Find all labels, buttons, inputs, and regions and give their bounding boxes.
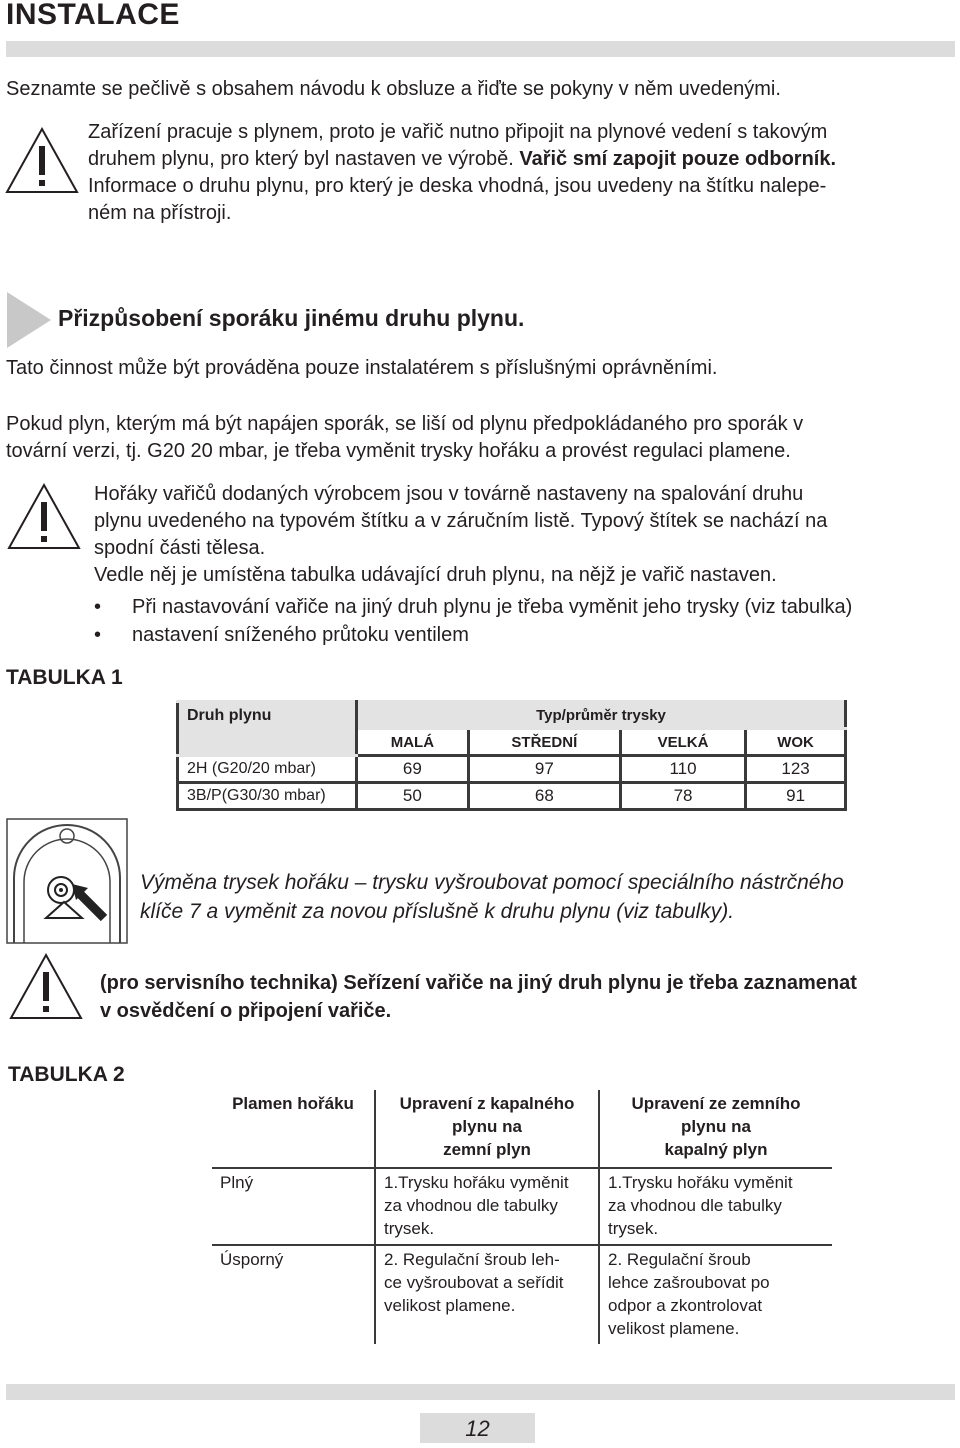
section-paragraph-1: Tato činnost může být prováděna pouze instalatérem s příslušnými oprávněními. <box>6 357 718 379</box>
section-arrow-icon <box>7 292 51 353</box>
table-1-label: TABULKA 1 <box>6 666 123 689</box>
warning-text-1: Zařízení pracuje s plynem, proto je vařič nutno připojit na plynové vedení s takovým druhem plynu, pro který byl nastaven ve výrobě. Vařič smí zapojit pouze odborník. Informace o druhu plynu, pro který je deska vhodná, jsou uvedeny na štítku nalepe- ném na přístroji. <box>88 121 837 224</box>
warning-text-3: (pro servisního technika) Seřízení vařiče na jiný druh plynu je třeba zaznamenat v osvědčení o připojení vařiče. <box>100 972 857 1022</box>
nozzle-caption: Výměna trysek hořáku – trysku vyšroubovat pomocí speciálního nástrčného klíče 7 a vyměnit za novou příslušně k druhu plynu (viz tabulky). <box>140 871 844 923</box>
table-header: WOK <box>746 729 846 756</box>
table-header: Typ/průměr trysky <box>357 702 846 729</box>
intro-text: Seznamte se pečlivě s obsahem návodu k obsluze a řiďte se pokyny v něm uvedenými. <box>6 78 781 100</box>
table-row: Plný 1.Trysku hořáku vyměnit za vhodnou dle tabulky trysek. 1.Trysku hořáku vyměnit za vhodnou dle tabulky trysek. <box>212 1168 832 1245</box>
list-item: • nastavení sníženého průtoku ventilem <box>94 624 469 646</box>
table-header: Druh plynu <box>178 702 357 756</box>
table-row: Úsporný 2. Regulační šroub leh- ce vyšroubovat a seřídit velikost plamene. 2. Regulační šroub lehce zašroubovat po odpor a zkontrolovat velikost plamene. <box>212 1245 832 1344</box>
warning-bold: Vařič smí zapojit pouze odborník. <box>519 148 837 170</box>
table-row: 3B/P(G30/30 mbar) 50 68 78 91 <box>178 783 846 810</box>
table-header: Plamen hořáku <box>212 1090 375 1168</box>
page-title: INSTALACE <box>6 0 180 31</box>
table-header: VELKÁ <box>620 729 745 756</box>
table-row: 2H (G20/20 mbar) 69 97 110 123 <box>178 756 846 783</box>
warning-icon <box>6 482 82 552</box>
table-header: STŘEDNÍ <box>468 729 620 756</box>
warning-icon <box>4 126 80 196</box>
nozzle-illustration <box>6 818 128 949</box>
list-item: • Při nastavování vařiče na jiný druh plynu je třeba vyměnit jeho trysky (viz tabulka) <box>94 596 853 618</box>
table-header: Upravení ze zemního plynu na kapalný plyn <box>631 1094 801 1159</box>
section-heading: Přizpůsobení sporáku jinému druhu plynu. <box>58 305 525 331</box>
warning-icon <box>8 952 84 1022</box>
table-header: MALÁ <box>357 729 469 756</box>
flame-table <box>212 1090 832 1344</box>
table-header: Upravení z kapalného plynu na zemní plyn <box>375 1090 599 1168</box>
page-number: 12 <box>420 1413 535 1443</box>
nozzle-table <box>176 700 847 811</box>
table-2-label: TABULKA 2 <box>8 1063 125 1086</box>
warning-text-2: Hořáky vařičů dodaných výrobcem jsou v továrně nastaveny na spalování druhu plynu uvedeného na typovém štítku a v záručním listě. Typový štítek se nachází na spodní části tělesa. Vedle něj je umístěna tabulka udávající druh plynu, na nějž je vařič nastaven. <box>94 483 828 586</box>
header-rule <box>6 41 955 57</box>
section-paragraph-2: Pokud plyn, kterým má být napájen sporák, se liší od plynu předpokládaného pro sporák v tovární verzi, tj. G20 20 mbar, je třeba vyměnit trysky hořáku a provést regulaci plamene. <box>6 413 804 462</box>
footer-rule <box>6 1384 955 1400</box>
